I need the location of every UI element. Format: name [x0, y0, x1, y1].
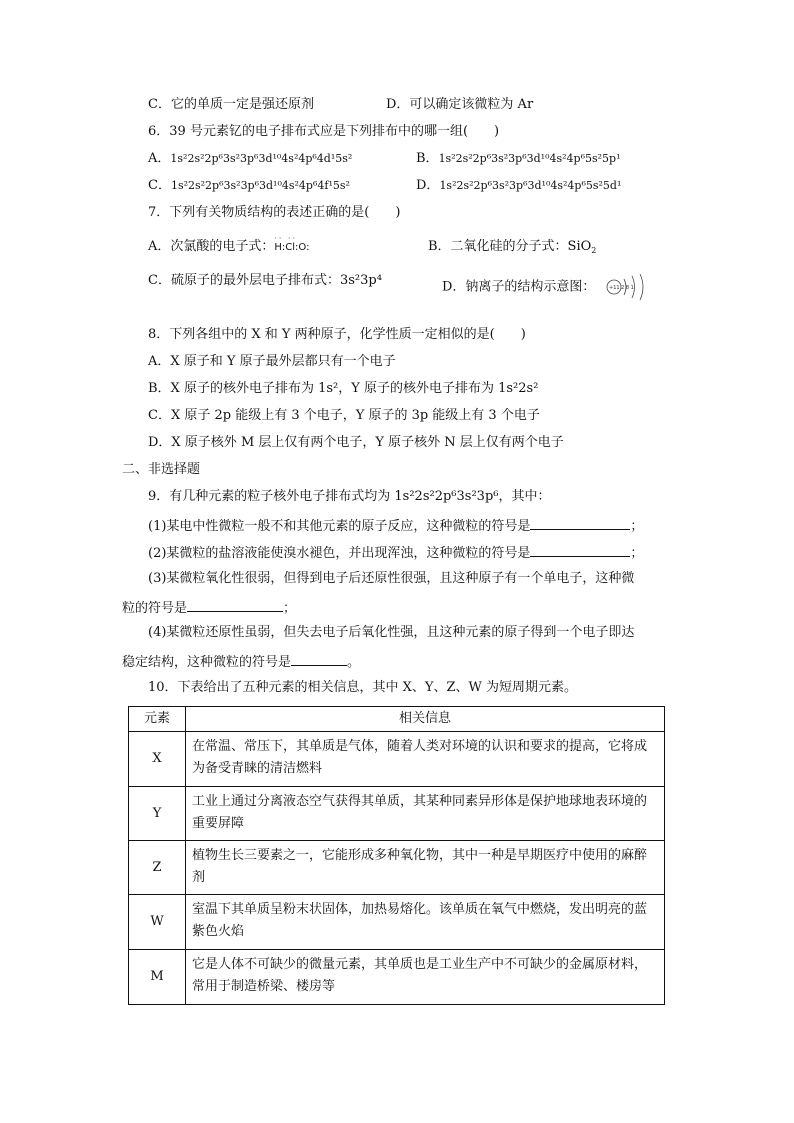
q7-option-a: [148, 234, 310, 257]
q7-option-b-text: B．二氧化硅的分子式：SiO: [428, 239, 592, 254]
q9-part-3-end: ；: [283, 601, 297, 616]
table-cell-info: 室温下其单质呈粉末状固体，加热易熔化。该单质在氧气中燃烧，发出明亮的蓝紫色火焰: [186, 895, 665, 950]
q5-option-c: C．它的单质一定是强还原剂: [148, 97, 314, 112]
q8-stem: 8．下列各组中的 X 和 Y 两种原子，化学性质一定相似的是( ): [148, 327, 526, 342]
q6-option-c: [148, 177, 350, 195]
table-header-info: 相关信息: [186, 707, 665, 732]
table-row: [129, 895, 665, 950]
q9-part-1: [148, 515, 643, 536]
q8-option-a: A．X 原子和 Y 原子最外层都只有一个电子: [148, 354, 396, 369]
sodium-ion-structure-diagram: [604, 272, 650, 302]
q7-option-d: [442, 272, 650, 302]
sodium-ion-diagram-label: +11 2 8 1: [608, 285, 634, 291]
q9-answer-blank-4[interactable]: [291, 651, 347, 666]
q7-option-b-subscript: 2: [591, 246, 597, 255]
q9-part-2: [148, 542, 643, 563]
q6-option-d: [416, 177, 621, 195]
q8-option-c: C．X 原子 2p 能级上有 3 个电子，Y 原子的 3p 能级上有 3 个电子: [148, 408, 540, 423]
q9-part-3-line-1: (3)某微粒氧化性很弱，但得到电子后还原性很强，且这种原子有一个单电子，这种微: [148, 571, 635, 586]
q5-option-d: D．可以确定该微粒为 Ar: [386, 97, 534, 112]
q9-part-2-end: ；: [630, 546, 644, 561]
q9-answer-blank-2[interactable]: [530, 542, 630, 557]
q9-part-3-text: 粒的符号是: [122, 601, 188, 616]
q9-part-1-text: (1)某电中性微粒一般不和其他元素的原子反应，这种微粒的符号是: [148, 519, 531, 534]
q9-part-1-end: ；: [630, 519, 644, 534]
q9-stem: 9．有几种元素的粒子核外电子排布式均为 1s²2s²2p⁶3s²3p⁶，其中：: [148, 489, 551, 504]
q8-option-d: D．X 原子核外 M 层上仅有两个电子，Y 原子核外 N 层上仅有两个电子: [148, 435, 564, 450]
table-cell-info: 植物生长三要素之一，它能形成多种氧化物，其中一种是早期医疗中使用的麻醉剂: [186, 841, 665, 895]
element-info-table: [128, 706, 665, 1005]
q9-part-4-line-1: (4)某微粒还原性虽弱，但失去电子后氧化性强，且这种元素的原子得到一个电子即达: [148, 625, 635, 640]
table-cell-element: W: [129, 895, 186, 950]
q6-option-a: [148, 150, 352, 168]
table-row: [129, 787, 665, 841]
q6-stem: 6．39 号元素钇的电子排布式应是下列排布中的哪一组( ): [148, 124, 500, 139]
table-row: [129, 950, 665, 1005]
q6-option-b: [416, 150, 621, 168]
q7-option-b: [428, 238, 596, 256]
hocl-electron-formula-text: H:Cl:O:: [274, 242, 310, 253]
q6-option-b-label: B．: [416, 151, 439, 166]
table-header-row: [129, 707, 665, 732]
q6-option-d-label: D．: [416, 178, 440, 193]
hocl-electron-formula: ·· ·· H:Cl:O:: [274, 234, 310, 253]
q9-answer-blank-3[interactable]: [187, 597, 283, 612]
table-row: [129, 732, 665, 787]
q9-part-4-text: 稳定结构，这种微粒的符号是: [122, 655, 292, 670]
q6-option-a-config: 1s²2s²2p⁶3s²3p⁶3d¹⁰4s²4p⁶4d¹5s²: [170, 152, 353, 165]
q7-option-d-text: D．钠离子的结构示意图：: [442, 279, 596, 295]
q7-option-c: C．硫原子的最外层电子排布式：3s²3p⁴: [148, 273, 382, 288]
q10-stem: 10．下表给出了五种元素的相关信息，其中 X、Y、Z、W 为短周期元素。: [148, 680, 578, 695]
table-header-element: 元素: [129, 707, 186, 732]
q7-stem: 7．下列有关物质结构的表述正确的是( ): [148, 205, 401, 220]
table-cell-element: Z: [129, 841, 186, 895]
table-cell-info: 在常温、常压下，其单质是气体，随着人类对环境的认识和要求的提高，它将成为备受青睐的清洁燃料: [186, 732, 665, 787]
table-cell-element: Y: [129, 787, 186, 841]
table-cell-info: 它是人体不可缺少的微量元素，其单质也是工业生产中不可缺少的金属原材料，常用于制造桥梁、楼房等: [186, 950, 665, 1005]
table-cell-element: X: [129, 732, 186, 787]
table-cell-element: M: [129, 950, 186, 1005]
q9-part-2-text: (2)某微粒的盐溶液能使溴水褪色，并出现浑浊，这种微粒的符号是: [148, 546, 531, 561]
q8-option-b: B．X 原子的核外电子排布为 1s²，Y 原子的核外电子排布为 1s²2s²: [148, 381, 539, 396]
q6-option-d-config: 1s²2s²2p⁶3s²3p⁶3d¹⁰4s²4p⁶5s²5d¹: [439, 179, 622, 192]
table-cell-info: 工业上通过分离液态空气获得其单质，其某种同素异形体是保护地球地表环境的重要屏障: [186, 787, 665, 841]
q9-part-4-line-2: [122, 651, 360, 672]
q9-part-3-line-2: [122, 597, 296, 618]
table-row: [129, 841, 665, 895]
section-heading: 二、非选择题: [122, 462, 201, 477]
q6-option-a-label: A．: [148, 151, 171, 166]
q6-option-b-config: 1s²2s²2p⁶3s²3p⁶3d¹⁰4s²4p⁶5s²5p¹: [438, 152, 621, 165]
q7-option-a-text: A．次氯酸的电子式：: [148, 239, 275, 254]
q6-option-c-config: 1s²2s²2p⁶3s²3p⁶3d¹⁰4s²4p⁶4f¹5s²: [170, 179, 350, 192]
q6-option-c-label: C．: [148, 178, 171, 193]
q9-part-4-end: 。: [347, 655, 361, 670]
q9-answer-blank-1[interactable]: [530, 515, 630, 530]
